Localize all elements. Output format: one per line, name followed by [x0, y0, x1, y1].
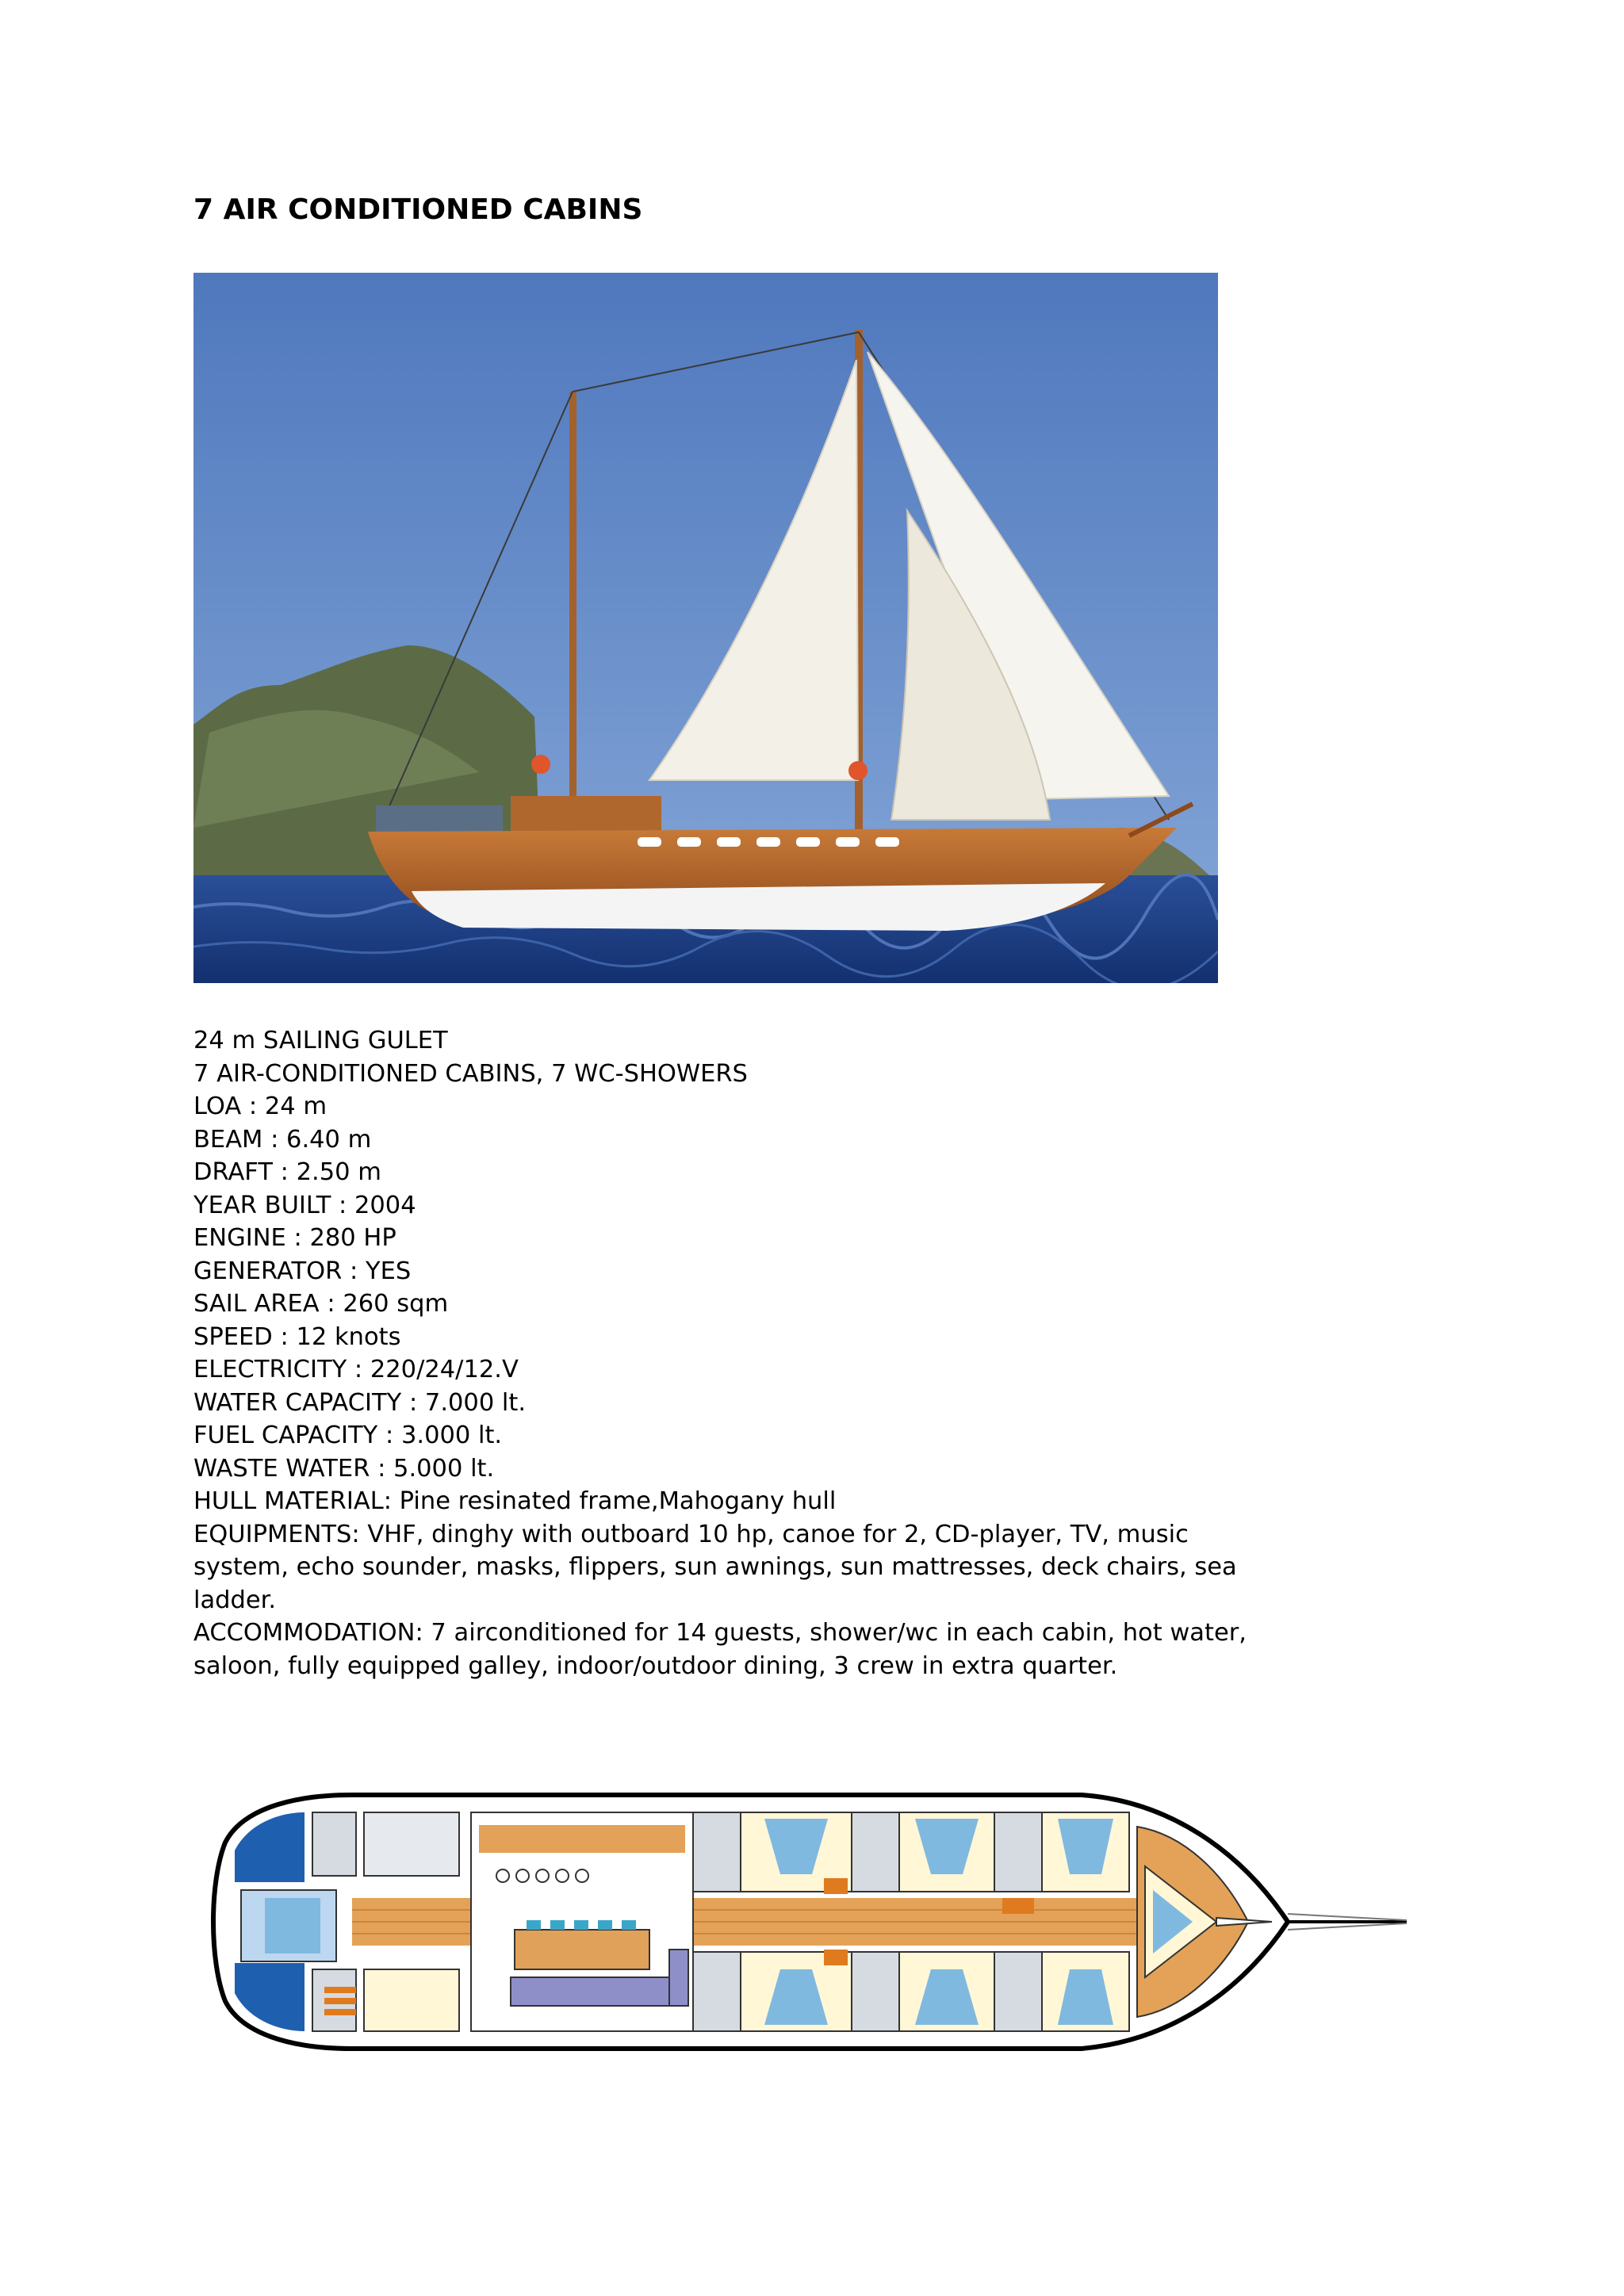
- spec-line-draft: DRAFT : 2.50 m: [193, 1158, 381, 1186]
- spec-line-year-built: YEAR BUILT : 2004: [193, 1191, 416, 1219]
- spec-line-engine: ENGINE : 280 HP: [193, 1224, 396, 1252]
- spec-line-water-capacity: WATER CAPACITY : 7.000 lt.: [193, 1388, 527, 1417]
- deck-plan: [193, 1779, 1415, 2072]
- spec-line-cabins: 7 AIR-CONDITIONED CABINS, 7 WC-SHOWERS: [193, 1059, 748, 1088]
- spec-line-accommodation: ACCOMMODATION: 7 airconditioned for 14 guests, shower/wc in each cabin, hot water, saloon, fully equipped galley, indoor/outdoor dining, 3 crew in extra quarter.: [193, 1619, 1247, 1680]
- spec-line-type: 24 m SAILING GULET: [193, 1027, 448, 1054]
- spec-line-equipments: EQUIPMENTS: VHF, dinghy with outboard 10 hp, canoe for 2, CD-player, TV, music system, echo sounder, masks, flippers, sun awnings, sun mattresses, deck chairs, sea ladder.: [193, 1520, 1237, 1614]
- spec-line-speed: SPEED : 12 knots: [193, 1322, 401, 1351]
- spec-line-fuel-capacity: FUEL CAPACITY : 3.000 lt.: [193, 1422, 503, 1449]
- spec-line-generator: GENERATOR : YES: [193, 1257, 412, 1285]
- spec-line-sail-area: SAIL AREA : 260 sqm: [193, 1290, 449, 1318]
- spec-line-loa: LOA : 24 m: [193, 1093, 327, 1120]
- page-title: 7 AIR CONDITIONED CABINS: [193, 193, 643, 226]
- yacht-specifications: [193, 1024, 1248, 1682]
- gulet-photo: [193, 273, 1218, 983]
- spec-line-waste-water: WASTE WATER : 5.000 lt.: [193, 1454, 495, 1483]
- spec-line-beam: BEAM : 6.40 m: [193, 1125, 372, 1154]
- spec-line-electricity: ELECTRICITY : 220/24/12.V: [193, 1356, 519, 1383]
- spec-line-hull-material: HULL MATERIAL: Pine resinated frame,Mahogany hull: [193, 1487, 837, 1515]
